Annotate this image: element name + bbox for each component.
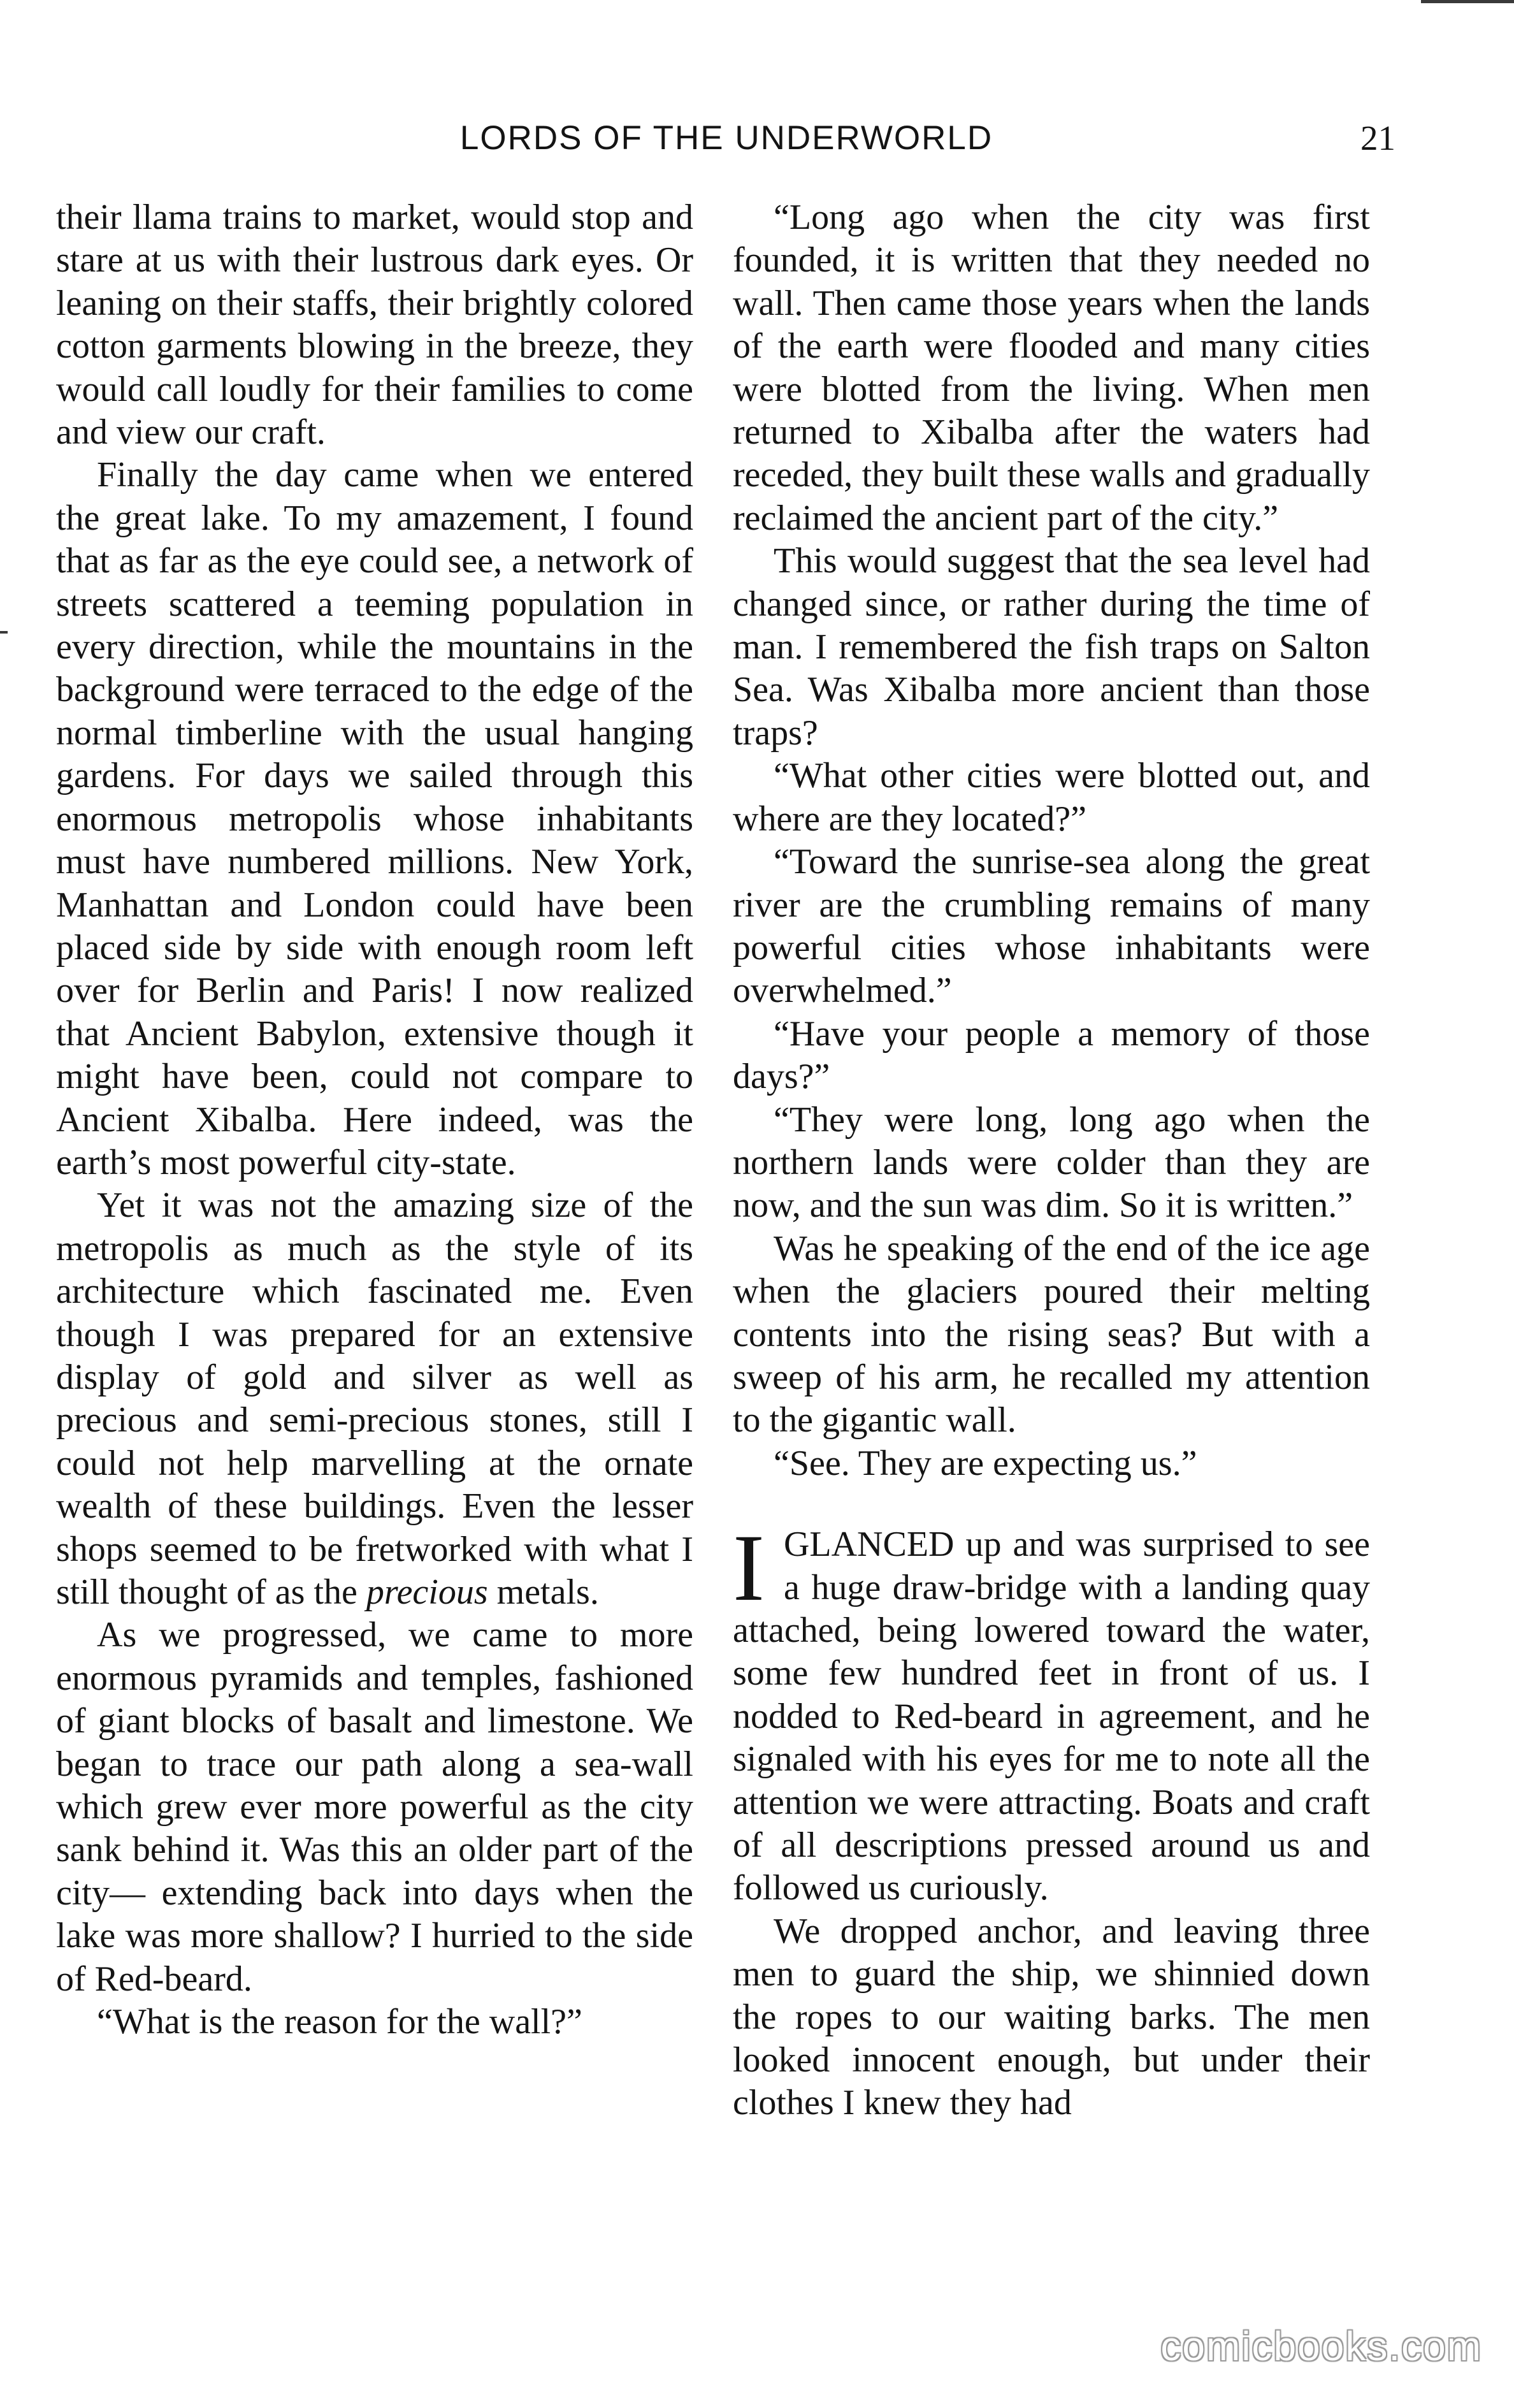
paragraph [56,1184,693,1614]
paragraph-text: GLANCED up and was surprised to see a huge draw-bridge with a landing quay attached, being lowered toward the water, some few hundred feet in front of us. I nodded to Red-beard in agreement, and he signaled with his eyes for me to note all the attention we were attracting. Boats and craft of all descriptions pressed around us and followed us curiously. [733,1525,1370,1908]
page-header [57,110,1395,167]
paragraph: This would suggest that the sea level had changed since, or rather during the time of man. I remembered the fish traps on Salton Sea. Was Xibalba more ancient than those traps? [733,541,1370,753]
paragraph: “See. They are expecting us.” [774,1443,1197,1483]
paragraph: “Long ago when the city was first founded, it is written that they needed no wall. Then came those years when the lands of the earth were flooded and many cities were blotted from the living. When men returned to Xibalba after the waters had receded, they built these walls and gradually reclaimed the ancient part of the city.” [733,198,1370,538]
section-opening-paragraph [733,1515,1370,1910]
right-column [733,196,1370,2268]
paragraph: their llama trains to market, would stop and stare at us with their lustrous dark eyes. Or leaning on their staffs, their brightly colored cotton garments blowing in the breeze, they would call loudly for their families to come and view our craft. [56,198,693,453]
paragraph-text: metals. [496,1572,599,1612]
drop-cap: I [733,1515,765,1621]
paragraph: “They were long, long ago when the northern lands were colder than they are now, and the sun was dim. So it is written.” [733,1099,1370,1226]
paragraph: “What is the reason for the wall?” [97,2002,582,2042]
running-head: LORDS OF THE UNDERWORLD [459,119,993,157]
paragraph: Finally the day came when we entered the great lake. To my amazement, I found that as far as the eye could see, a network of streets scattered a teeming population in every direction, while the mountains in the background were terraced to the edge of the normal timberline with the usual hanging gardens. For days we sailed through this enormous metropolis whose inhabitants must have numbered millions. New York, Manhattan and London could have been placed side by side with enough room left over for Berlin and Paris! I now realized that Ancient Babylon, extensive though it might have been, could not compare to Ancient Xibalba. Here indeed, was the earth’s most powerful city-state. [56,455,693,1182]
watermark-logo: comicbooks.com [1160,2323,1482,2369]
paragraph: As we progressed, we came to more enormous pyramids and temples, fashioned of giant blocks of basalt and limestone. We began to trace our path along a sea-wall which grew ever more powerful as the city sank behind it. Was this an older part of the city— extending back into days when the lake was more shallow? I hurried to the side of Red-beard. [56,1615,693,1999]
paragraph: Was he speaking of the end of the ice age when the glaciers poured their melting contents into the rising seas? But with a sweep of his arm, he recalled my attention to the gigantic wall. [733,1228,1370,1440]
paragraph: “What other cities were blotted out, and where are they located?” [733,756,1370,839]
paragraph: “Have your people a memory of those days?” [733,1013,1370,1097]
paragraph: “Toward the sunrise-sea along the great river are the crumbling remains of many powerful cities whose inhabitants were overwhelmed.” [733,842,1370,1011]
paragraph-text: Yet it was not the amazing size of the metropolis as much as the style of its architecture which fascinated me. Even though I was prepared for an extensive display of gold and silver as well as precious and semi-precious stones, still I could not help marvelling at the ornate wealth of these buildings. Even the lesser shops seemed to be fretworked with what I still thought of as the [56,1186,693,1612]
italic-word: precious [366,1572,488,1612]
page-number: 21 [1360,119,1395,157]
paragraph: We dropped anchor, and leaving three men to guard the ship, we shinnied down the ropes to our waiting barks. The men looked innocent enough, but under their clothes I knew they had [733,1911,1370,2123]
left-column [56,196,693,2268]
scan-mark-left-edge [0,631,8,634]
scan-mark-top-right [1421,0,1514,3]
